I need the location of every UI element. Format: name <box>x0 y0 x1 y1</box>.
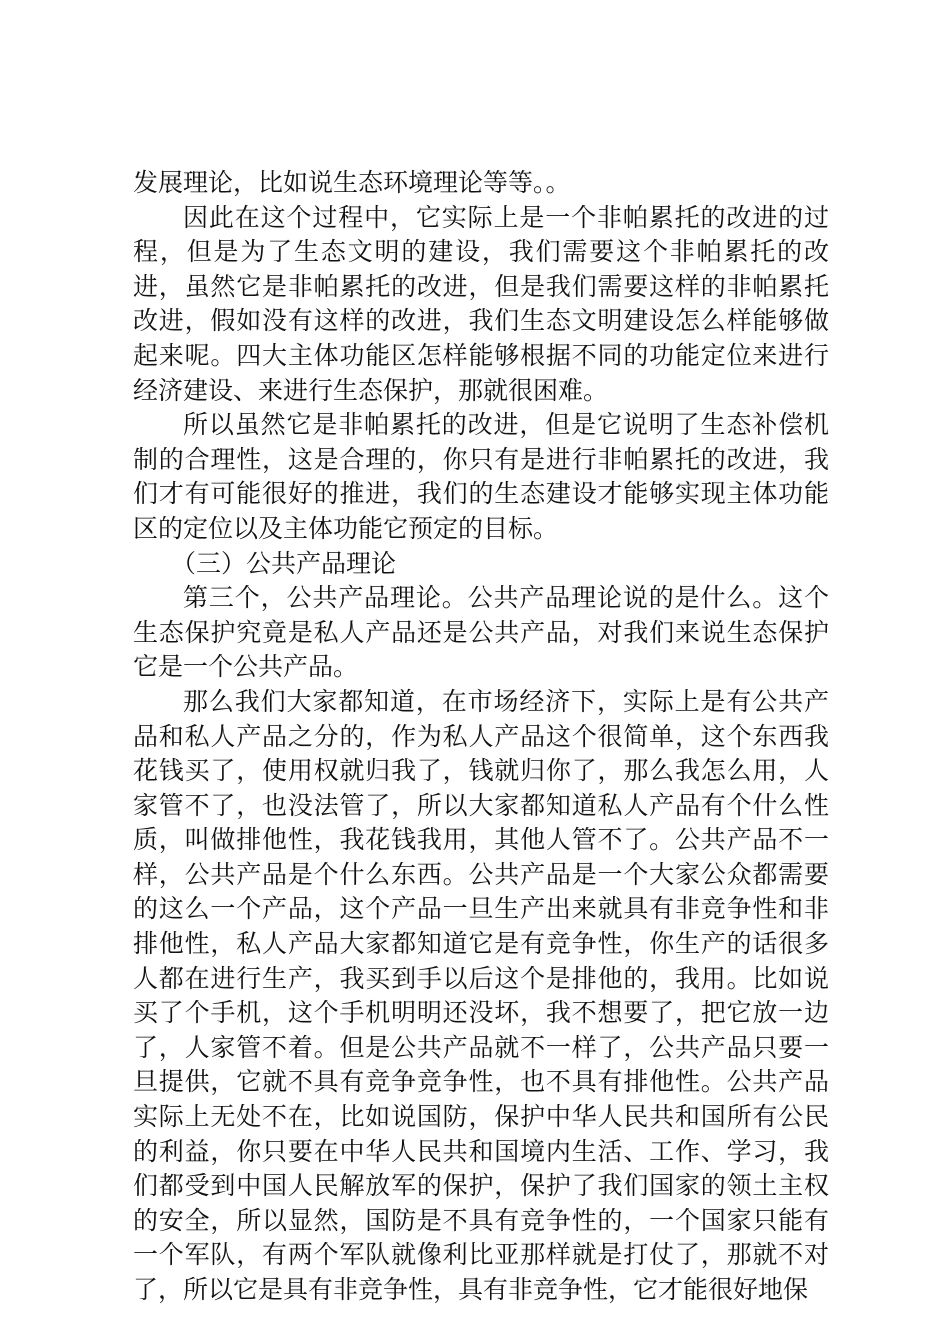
paragraph-public-goods-intro: 第三个，公共产品理论。公共产品理论说的是什么。这个生态保护究竟是私人产品还是公共产品，对我们来说生态保护它是一个公共产品。 <box>133 583 829 682</box>
document-body <box>133 166 829 1308</box>
paragraph-public-vs-private-goods: 那么我们大家都知道，在市场经济下，实际上是有公共产品和私人产品之分的，作为私人产品这个很简单，这个东西我花钱买了，使用权就归我了，钱就归你了，那么我怎么用，人家管不了，也没法管了，所以大家都知道私人产品有个什么性质，叫做排他性，我花钱我用，其他人管不了。公共产品不一样，公共产品是个什么东西。公共产品是一个大家公众都需要的这么一个产品，这个产品一旦生产出来就具有非竞争性和非排他性，私人产品大家都知道它是有竞争性，你生产的话很多人都在进行生产，我买到手以后这个是排他的，我用。比如说买了个手机，这个手机明明还没坏，我不想要了，把它放一边了，人家管不着。但是公共产品就不一样了，公共产品只要一旦提供，它就不具有竞争竞争性，也不具有排他性。公共产品实际上无处不在，比如说国防，保护中华人民共和国所有公民的利益，你只要在中华人民共和国境内生活、工作、学习，我们都受到中国人民解放军的保护，保护了我们国家的领土主权的安全，所以显然，国防是不具有竞争性的，一个国家只能有一个军队，有两个军队就像利比亚那样就是打仗了，那就不对了，所以它是具有非竞争性，具有非竞争性，它才能很好地保 <box>133 686 829 1304</box>
paragraph-continuation: 发展理论，比如说生态环境理论等等。。 <box>133 168 571 197</box>
section-heading-public-goods: （三）公共产品理论 <box>171 548 397 578</box>
paragraph-compensation-rationale: 所以虽然它是非帕累托的改进，但是它说明了生态补偿机制的合理性，这是合理的，你只有是进行非帕累托的改进，我们才有可能很好的推进，我们的生态建设才能够实现主体功能区的定位以及主体功能它预定的目标。 <box>133 410 829 543</box>
paragraph-pareto-improvement: 因此在这个过程中，它实际上是一个非帕累托的改进的过程，但是为了生态文明的建设，我们需要这个非帕累托的改进，虽然它是非帕累托的改进，但是我们需要这样的非帕累托改进，假如没有这样的改进，我们生态文明建设怎么样能够做起来呢。四大主体功能区怎样能够根据不同的功能定位来进行经济建设、来进行生态保护，那就很困难。 <box>133 202 829 405</box>
